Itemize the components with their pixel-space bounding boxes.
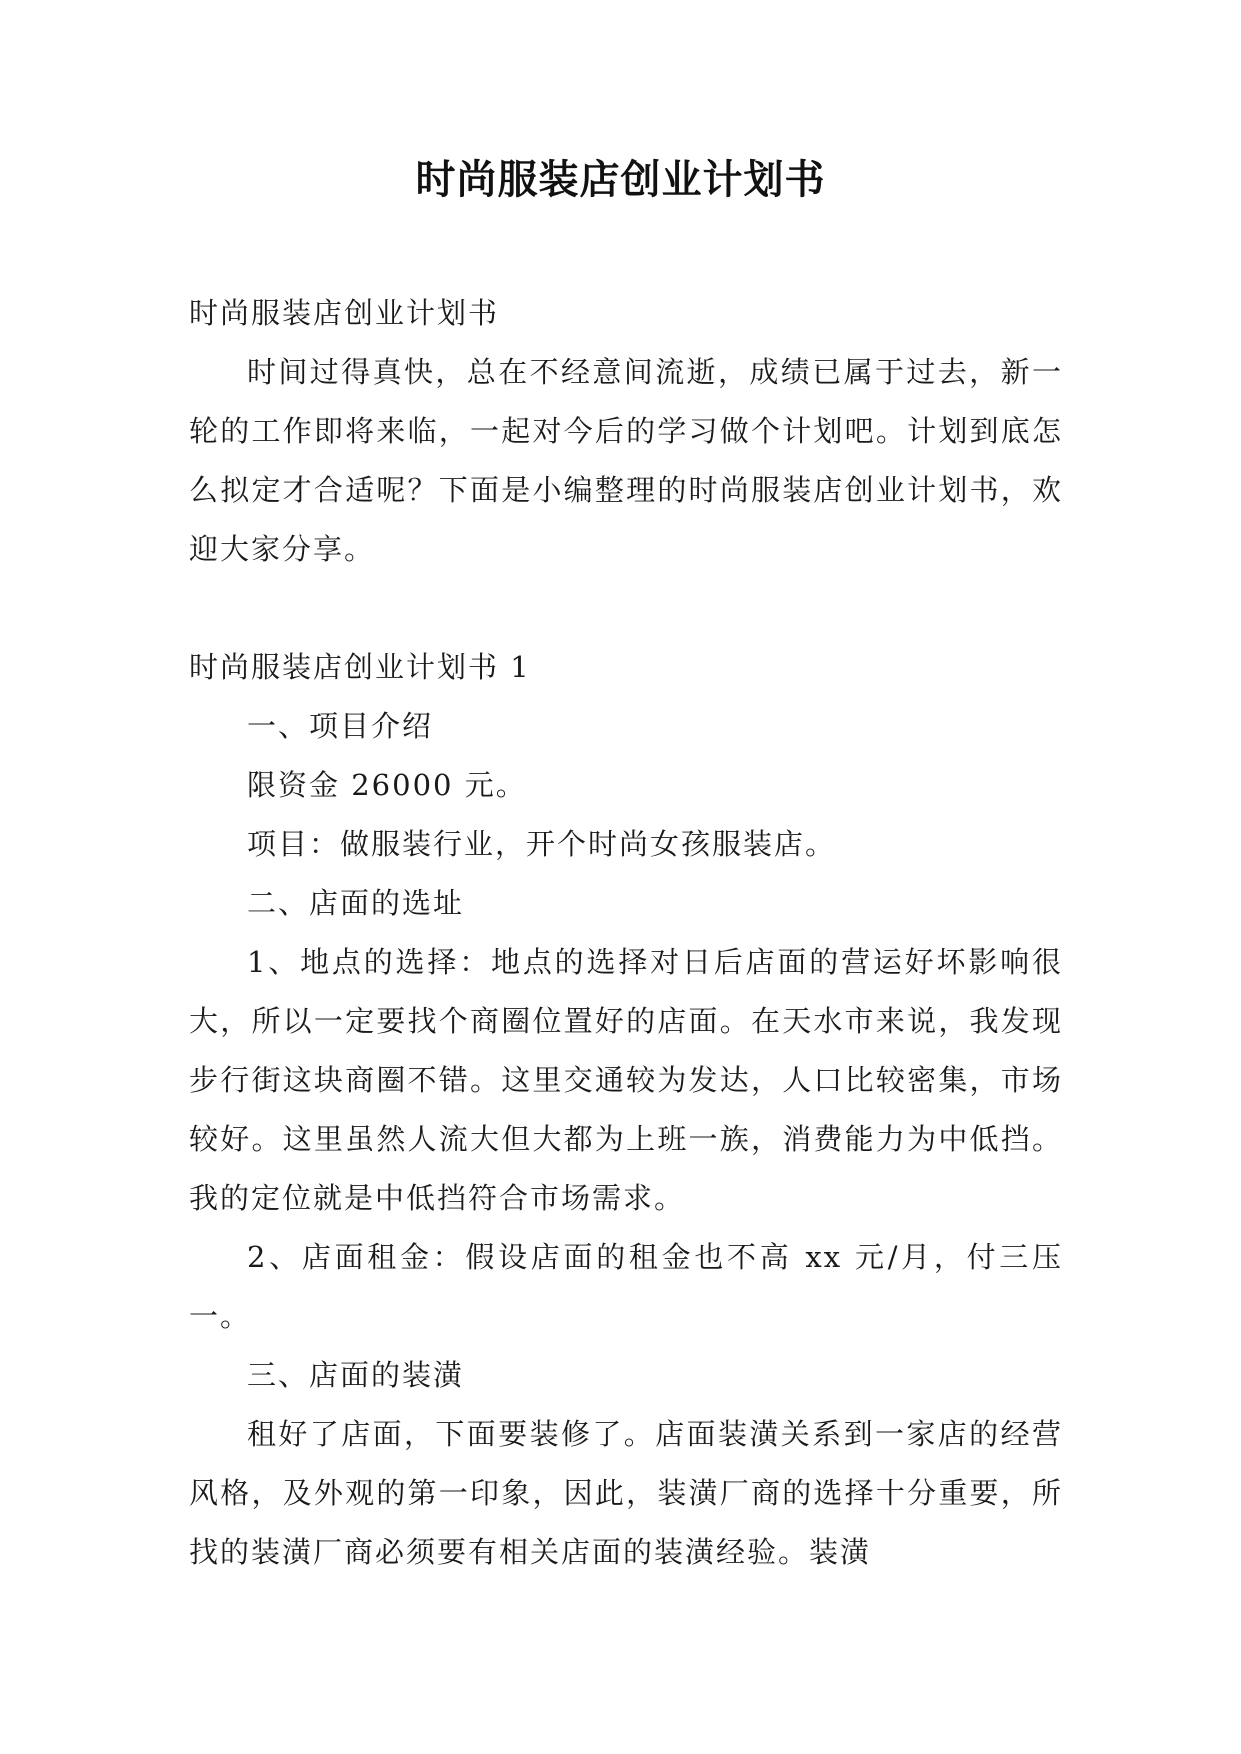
section-heading-project: 一、项目介绍 — [247, 709, 434, 743]
section-heading-decoration: 三、店面的装潢 — [247, 1358, 465, 1392]
location-paragraph: 1、地点的选择：地点的选择对日后店面的营运好坏影响很大，所以一定要找个商圈位置好的店面。在天水市来说，我发现步行街这块商圈不错。这里交通较为发达，人口比较密集，市场较好。这里虽然人流大但大都为上班一族，消费能力为中低挡。我的定位就是中低挡符合市场需求。 — [189, 945, 1063, 1215]
capital-paragraph: 限资金 26000 元。 — [247, 768, 527, 802]
section-title: 时尚服装店创业计划书 1 — [189, 650, 531, 684]
rent-paragraph: 2、店面租金：假设店面的租金也不高 xx 元/月，付三压一。 — [189, 1240, 1063, 1333]
document-body — [189, 284, 1063, 1582]
document-subtitle: 时尚服装店创业计划书 — [189, 296, 500, 330]
section-heading-location: 二、店面的选址 — [247, 886, 465, 920]
intro-paragraph: 时间过得真快，总在不经意间流逝，成绩已属于过去，新一轮的工作即将来临，一起对今后的学习做个计划吧。计划到底怎么拟定才合适呢？下面是小编整理的时尚服装店创业计划书，欢迎大家分享。 — [189, 355, 1063, 566]
document-title: 时尚服装店创业计划书 — [415, 157, 826, 203]
decoration-paragraph: 租好了店面，下面要装修了。店面装潢关系到一家店的经营风格，及外观的第一印象，因此，装潢厂商的选择十分重要，所找的装潢厂商必须要有相关店面的装潢经验。装潢 — [189, 1417, 1063, 1569]
project-paragraph: 项目：做服装行业，开个时尚女孩服装店。 — [247, 827, 837, 861]
